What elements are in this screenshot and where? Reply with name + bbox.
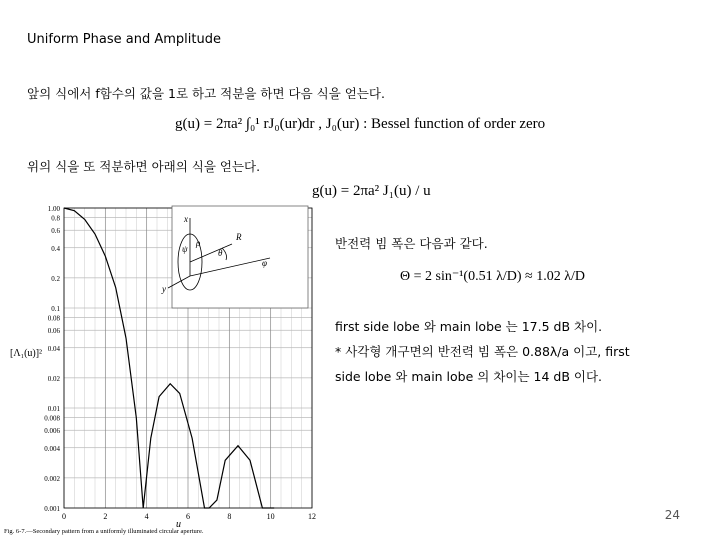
x-tick-label: 10 (266, 512, 275, 521)
inset-geometry-box (172, 206, 308, 308)
y-tick-label: 0.04 (47, 344, 60, 353)
x-tick-label: 2 (103, 512, 108, 521)
y-tick-label: 0.1 (51, 305, 60, 313)
y-axis-label: [Λ₁(u)]² (10, 348, 43, 359)
bessel-integral-equation: g(u) = 2πa² ∫₀¹ rJ₀(ur)dr , J₀(ur) : Bessel function of order zero (175, 116, 546, 132)
slide-title: Uniform Phase and Amplitude (27, 32, 221, 47)
beamwidth-text: 반전력 빔 폭은 다음과 같다. (335, 236, 488, 251)
y-tick-label: 0.06 (47, 327, 60, 336)
rectangular-note-line2: side lobe 와 main lobe 의 차이는 14 dB 이다. (335, 369, 603, 384)
x-tick-label: 8 (227, 512, 232, 521)
y-tick-label: 0.002 (44, 474, 60, 483)
x-tick-label: 6 (186, 512, 190, 521)
beamwidth-equation: Θ = 2 sin⁻¹(0.51 λ/D) ≈ 1.02 λ/D (400, 269, 586, 284)
y-tick-labels (44, 205, 60, 513)
x-tick-label: 12 (308, 512, 316, 521)
x-tick-label: 4 (144, 512, 149, 521)
inset-label: φ (262, 258, 267, 268)
y-tick-label: 0.008 (44, 414, 60, 423)
y-tick-label: 0.01 (47, 405, 60, 413)
inset-label: R (236, 232, 242, 242)
inset-label: y (162, 284, 166, 294)
y-tick-label: 0.4 (51, 244, 60, 253)
pattern-equation: g(u) = 2πa² J₁(u) / u (312, 183, 431, 199)
inset-label: ψ (182, 244, 188, 254)
y-tick-label: 0.08 (47, 314, 60, 323)
y-tick-label: 0.004 (44, 444, 60, 453)
pattern-figure (0, 196, 330, 540)
y-tick-label: 1.00 (47, 205, 60, 213)
intro-text: 앞의 식에서 f함수의 값을 1로 하고 적분을 하면 다음 식을 얻는다. (27, 86, 385, 101)
y-tick-label: 0.02 (47, 374, 60, 383)
inset-label: x (184, 214, 188, 224)
y-tick-label: 0.8 (51, 214, 60, 223)
rectangular-note-line1: * 사각형 개구면의 반전력 빔 폭은 0.88λ/a 이고, first (335, 344, 630, 359)
x-tick-labels (62, 512, 316, 521)
y-tick-label: 0.6 (51, 227, 60, 236)
y-tick-label: 0.001 (44, 505, 60, 513)
inset-label: ρ (196, 238, 201, 248)
page-number: 24 (664, 508, 680, 522)
y-tick-label: 0.006 (44, 427, 60, 436)
x-tick-label: 0 (62, 512, 66, 521)
figure-caption: Fig. 6-7.—Secondary pattern from a uniformly illuminated circular aperture. (4, 528, 204, 535)
sidelobe-text: first side lobe 와 main lobe 는 17.5 dB 차이. (335, 319, 603, 334)
x-axis-label: u (176, 519, 181, 530)
inset-label: θ (218, 248, 223, 258)
second-text: 위의 식을 또 적분하면 아래의 식을 얻는다. (27, 159, 261, 174)
y-tick-label: 0.2 (51, 274, 60, 283)
